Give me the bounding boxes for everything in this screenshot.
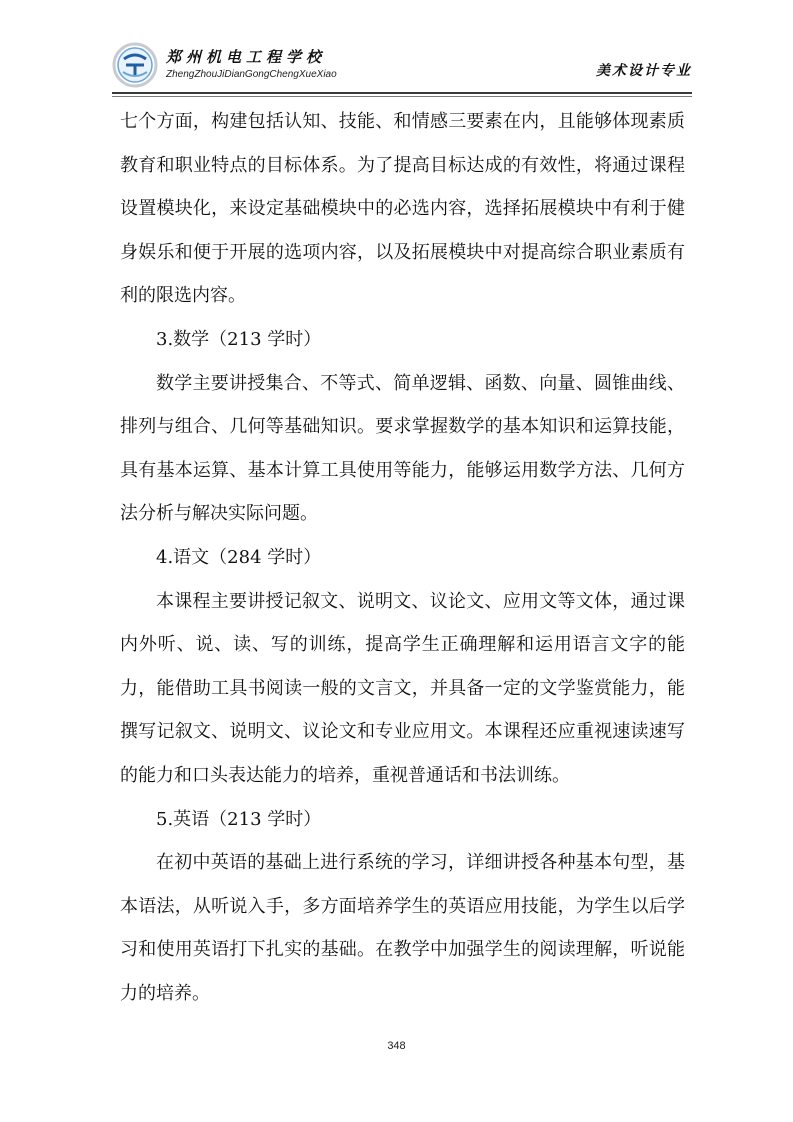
school-logo-icon: [112, 42, 158, 88]
header-divider-thin: [112, 96, 692, 97]
school-name-en: ZhengZhouJiDianGongChengXueXiao: [166, 69, 337, 80]
english-paragraph: 在初中英语的基础上进行系统的学习，详细讲授各种基本句型，基本语法，从听说入手，多方面培养学生的英语应用技能，为学生以后学习和使用英语打下扎实的基础。在教学中加强学生的阅读理解，听说能力的培养。: [120, 852, 685, 1004]
english-heading: 5.英语（213 学时）: [156, 808, 322, 830]
document-body: [120, 100, 685, 1015]
pe-paragraph-continued: 七个方面，构建包括认知、技能、和情感三要素在内，且能够体现素质教育和职业特点的目标体系。为了提高目标达成的有效性，将通过课程设置模块化，来设定基础模块中的必选内容，选择拓展模块中有利于健身娱乐和便于开展的选项内容，以及拓展模块中对提高综合职业素质有利的限选内容。: [120, 111, 685, 307]
school-name-cn: 郑州机电工程学校: [166, 48, 327, 66]
header-divider: [112, 92, 692, 94]
math-heading: 3.数学（213 学时）: [156, 328, 322, 350]
page-header: [112, 40, 692, 88]
page-number: 348: [387, 1040, 406, 1052]
math-paragraph: 数学主要讲授集合、不等式、简单逻辑、函数、向量、圆锥曲线、排列与组合、几何等基础知识。要求掌握数学的基本知识和运算技能，具有基本运算、基本计算工具使用等能力，能够运用数学方法、几何方法分析与解决实际问题。: [120, 372, 685, 525]
chinese-paragraph: 本课程主要讲授记叙文、说明文、议论文、应用文等文体，通过课内外听、说、读、写的训练，提高学生正确理解和运用语言文字的能力，能借助工具书阅读一般的文言文，并具备一定的文学鉴赏能力，能撰写记叙文、说明文、议论文和专业应用文。本课程还应重视速读速写的能力和口头表达能力的培养，重视普通话和书法训练。: [120, 590, 685, 786]
chinese-heading: 4.语文（284 学时）: [156, 546, 322, 568]
major-title: 美术设计专业: [596, 63, 692, 79]
